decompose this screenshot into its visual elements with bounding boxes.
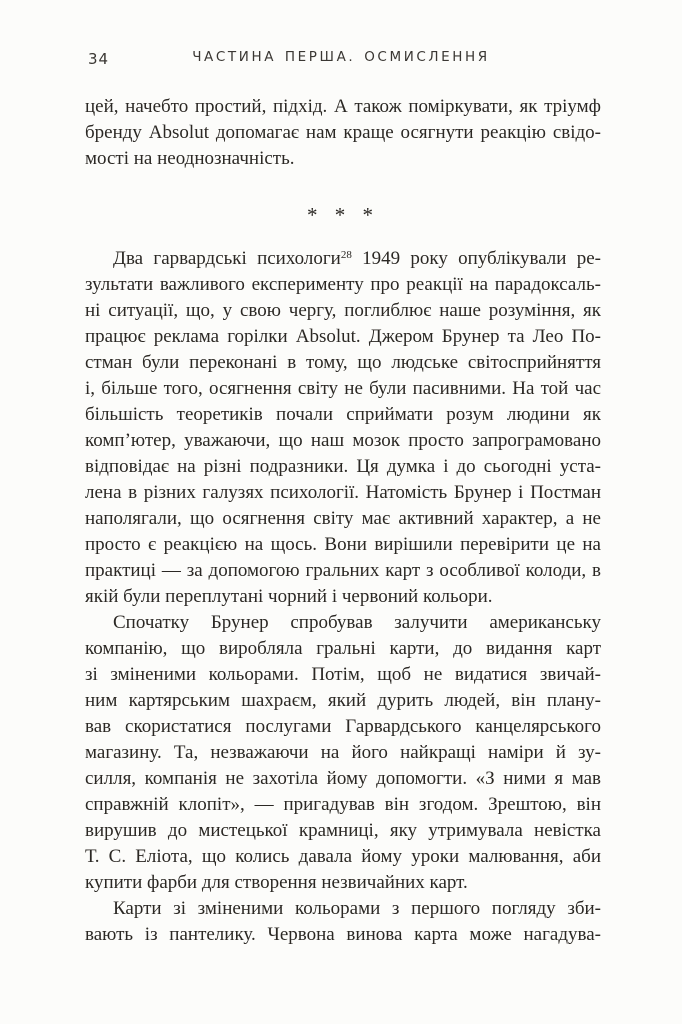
text-line: зі зміненими кольорами. Потім, щоб не видатися звичай- — [85, 664, 601, 685]
text-line: цей, начебто простий, підхід. А також поміркувати, як тріумф — [85, 96, 601, 117]
text-line: Карти зі зміненими кольорами з першого погляду зби- — [113, 898, 601, 919]
text-line: і, більше того, осягнення світу не були пасивними. На той час — [85, 378, 601, 399]
text-line: магазину. Та, незважаючи на його найкращі наміри й зу- — [85, 742, 601, 763]
text-line: мості на неоднозначність. — [85, 148, 295, 169]
paragraph — [85, 896, 601, 948]
text-line: зультати важливого експерименту про реакції на парадоксаль- — [85, 274, 601, 295]
footnote-reference: 28 — [340, 249, 352, 261]
page-number: 34 — [88, 50, 110, 68]
paragraph — [85, 610, 601, 896]
text-line: стман були переконані в тому, що людське світосприйняття — [85, 352, 601, 373]
text-line: вирушив до мистецької крамниці, яку утримувала невістка — [85, 820, 601, 841]
text-line: просто є реакцією на щось. Вони вирішили перевірити це на — [85, 534, 601, 555]
text-line: відповідає на різні подразники. Ця думка і до сьогодні уста- — [85, 456, 601, 477]
text-line: більшість теоретиків почали сприймати розум людини як — [85, 404, 601, 425]
text-line: Т. С. Еліота, що колись давала йому уроки малювання, аби — [85, 846, 601, 867]
text-line: бренду Absolut допомагає нам краще осягнути реакцію свідо- — [85, 122, 601, 143]
text-line: якій були переплутані чорний і червоний кольори. — [85, 586, 493, 607]
running-header: ЧАСТИНА ПЕРША. ОСМИСЛЕННЯ — [192, 49, 490, 65]
paragraph — [85, 94, 601, 172]
text-line: купити фарби для створення незвичайних карт. — [85, 872, 468, 893]
text-line: вав скористатися послугами Гарвардського канцелярського — [85, 716, 601, 737]
text-line: Два гарвардські психологи$^{28}$ 1949 року опублікували ре- — [113, 248, 601, 269]
text-line: комп’ютер, уважаючи, що наш мозок просто запрограмовано — [85, 430, 601, 451]
text-line: компанію, що виробляла гральні карти, до видання карт — [85, 638, 601, 659]
text-line: лена в різних галузях психології. Натомість Брунер і Постман — [85, 482, 601, 503]
text-line: наполягали, що осягнення світу має активний характер, а не — [85, 508, 601, 529]
section-break: * * * — [307, 203, 379, 227]
page-header — [0, 49, 682, 68]
text-line: працює реклама горілки Absolut. Джером Брунер та Лео По- — [85, 326, 601, 347]
paragraph — [85, 246, 601, 610]
text-line: ні ситуації, що, у свою чергу, поглиблює наше розуміння, як — [85, 300, 601, 321]
text-line: ним картярським шахраєм, який дурить людей, він плану- — [85, 690, 601, 711]
text-line: Спочатку Брунер спробував залучити американську — [113, 612, 601, 633]
text-body — [85, 94, 601, 948]
text-line: справжній клопіт», — пригадував він згодом. Зрештою, він — [85, 794, 601, 815]
text-line: вають із пантелику. Червона винова карта може нагадува- — [85, 924, 601, 945]
text-line: силля, компанія не захотіла йому допомогти. «З ними я мав — [85, 768, 601, 789]
text-line: практиці — за допомогою гральних карт з особливої колоди, в — [85, 560, 601, 581]
